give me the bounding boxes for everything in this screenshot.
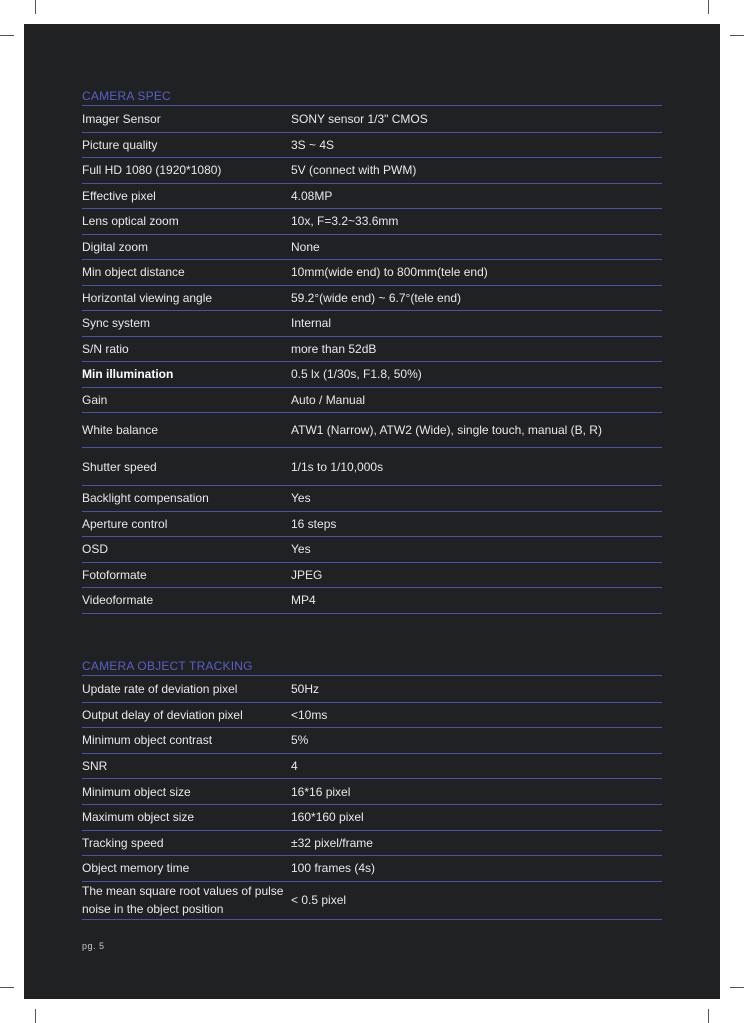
table-row [82, 831, 662, 857]
table-row [82, 677, 662, 703]
row-label: The mean square root values of pulse noise in the object position [82, 884, 284, 917]
table-row [82, 486, 662, 512]
row-value: 10mm(wide end) to 800mm(tele end) [291, 265, 488, 280]
row-label: SNR [82, 759, 108, 774]
row-label: Min illumination [82, 367, 174, 382]
table-row [82, 107, 662, 133]
row-value: 1/1s to 1/10,000s [291, 459, 384, 474]
row-label: Update rate of deviation pixel [82, 682, 238, 697]
row-value: 100 frames (4s) [291, 861, 376, 876]
table-row [82, 260, 662, 286]
table-row [82, 882, 662, 920]
row-value: 59.2°(wide end) ~ 6.7°(tele end) [291, 290, 462, 305]
table-row [82, 133, 662, 159]
row-label: Minimum object size [82, 784, 191, 799]
table-row [82, 448, 662, 486]
table-row [82, 209, 662, 235]
table-row [82, 235, 662, 261]
row-value: Auto / Manual [291, 392, 366, 407]
row-label: Min object distance [82, 265, 185, 280]
row-label: OSD [82, 542, 109, 557]
row-value: JPEG [291, 567, 323, 582]
camera-tracking-table [82, 677, 662, 920]
row-value: 4.08MP [291, 188, 333, 203]
table-row [82, 286, 662, 312]
row-value: 160*160 pixel [291, 810, 364, 825]
table-row [82, 779, 662, 805]
row-label: Digital zoom [82, 239, 149, 254]
row-value: <10ms [291, 707, 328, 722]
row-label: Imager Sensor [82, 112, 161, 127]
row-value: 10x, F=3.2~33.6mm [291, 214, 399, 229]
table-row [82, 184, 662, 210]
row-label: Aperture control [82, 516, 168, 531]
table-row [82, 413, 662, 448]
row-value: SONY sensor 1/3" CMOS [291, 112, 428, 127]
camera-tracking-title: CAMERA OBJECT TRACKING [82, 657, 662, 676]
row-value: 5V (connect with PWM) [291, 163, 417, 178]
row-label: Output delay of deviation pixel [82, 707, 243, 722]
row-label: Object memory time [82, 861, 190, 876]
table-row [82, 856, 662, 882]
row-label: Horizontal viewing angle [82, 290, 213, 305]
row-value: MP4 [291, 593, 316, 608]
row-label: Backlight compensation [82, 491, 209, 506]
table-row [82, 362, 662, 388]
row-value: 4 [291, 759, 298, 774]
row-label: Gain [82, 392, 108, 407]
row-label: White balance [82, 423, 159, 437]
row-label: Shutter speed [82, 459, 157, 474]
camera-spec-table [82, 107, 662, 614]
row-label: S/N ratio [82, 341, 129, 356]
row-label: Videoformate [82, 593, 154, 608]
table-row [82, 703, 662, 729]
row-label: Picture quality [82, 137, 158, 152]
table-row [82, 588, 662, 614]
row-value: 16 steps [291, 516, 337, 531]
table-row [82, 805, 662, 831]
row-label: Effective pixel [82, 188, 156, 203]
row-value: 0.5 lx (1/30s, F1.8, 50%) [291, 367, 422, 382]
row-value: Yes [291, 542, 311, 557]
row-value: more than 52dB [291, 341, 377, 356]
table-row [82, 537, 662, 563]
row-value: 50Hz [291, 682, 320, 697]
row-value: 5% [291, 733, 309, 748]
row-value: None [291, 239, 320, 254]
row-value: 3S ~ 4S [291, 137, 335, 152]
spec-page [24, 24, 720, 999]
table-row [82, 337, 662, 363]
table-row [82, 388, 662, 414]
row-label: Lens optical zoom [82, 214, 179, 229]
table-row [82, 512, 662, 538]
row-label: Fotoformate [82, 567, 147, 582]
row-value: < 0.5 pixel [291, 893, 347, 908]
row-label: Minimum object contrast [82, 733, 213, 748]
row-value: ±32 pixel/frame [291, 835, 373, 850]
camera-spec-title: CAMERA SPEC [82, 87, 662, 106]
row-value: 16*16 pixel [291, 784, 351, 799]
table-row [82, 311, 662, 337]
row-label: Maximum object size [82, 810, 195, 825]
table-row [82, 563, 662, 589]
row-value: Yes [291, 491, 311, 506]
row-value: ATW1 (Narrow), ATW2 (Wide), single touch, manual (B, R) [291, 423, 602, 437]
row-label: Full HD 1080 (1920*1080) [82, 163, 222, 178]
row-value: Internal [291, 316, 332, 331]
table-row [82, 728, 662, 754]
table-row [82, 754, 662, 780]
row-label: Sync system [82, 316, 151, 331]
row-label: Tracking speed [82, 835, 164, 850]
table-row [82, 158, 662, 184]
page-number: pg. 5 [82, 941, 105, 951]
